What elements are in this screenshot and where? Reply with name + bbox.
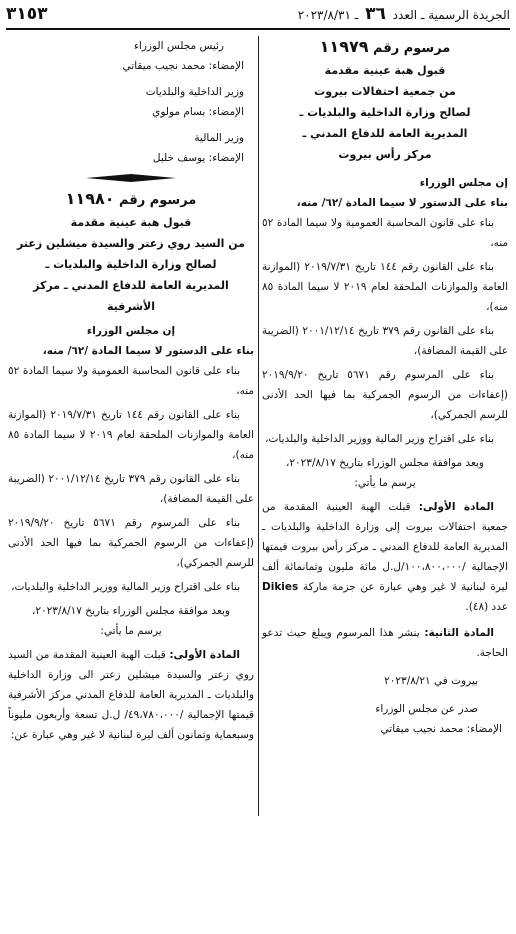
subject-line: المديرية العامة للدفاع المدني ـ مركز الأشرفية <box>33 279 229 313</box>
issue-date: ـ ٢٠٢٣/٨/٣١ <box>297 8 359 22</box>
signature-pm: الإمضاء: محمد نجيب ميقاتي <box>380 723 502 735</box>
basis-paragraph: بناء على القانون رقم ١٤٤ تاريخ ٢٠١٩/٧/٣١ (الموازنة العامة والموازنات الملحقة لعام ٢٠١٩ لا سيما المادة ٨٥ منه)، <box>8 409 254 461</box>
basis-paragraph: بناء على القانون رقم ٣٧٩ تاريخ ٢٠٠١/١٢/١٤ (الضريبة على القيمة المضافة)، <box>262 325 508 357</box>
article-2-text: ينشر هذا المرسوم ويبلغ حيث تدعو الحاجة. <box>262 627 508 659</box>
place-date: بيروت في ٢٠٢٣/٨/٢١ <box>384 675 478 687</box>
basis-paragraph: بناء على المرسوم رقم ٥٦٧١ تاريخ ٢٠١٩/٩/٢٠ (إعفاءات من الرسوم الجمركية بما فيها الحد الأدنى للرسم الجمركي)، <box>262 369 508 421</box>
signature-name: الإمضاء: بسام مولوي <box>152 106 244 118</box>
decree-subject <box>8 212 254 317</box>
signature-name: الإمضاء: يوسف خليل <box>152 152 244 164</box>
subject-line: قبول هبة عينية مقدمة <box>70 216 192 229</box>
article-1-text-b: عدد (٤٨). <box>465 601 508 613</box>
basis-paragraph: بناء على القانون رقم ١٤٤ تاريخ ٢٠١٩/٧/٣١ (الموازنة العامة والموازنات الملحقة لعام ٢٠١٩ لا سيما المادة ٨٥ منه)، <box>262 261 508 313</box>
basis-paragraph: بناء على قانون المحاسبة العمومية ولا سيما المادة ٥٢ منه، <box>262 217 508 249</box>
separator-ornament-icon <box>86 174 176 182</box>
signature-name: الإمضاء: محمد نجيب ميقاتي <box>122 60 244 72</box>
brand-name: Dikies <box>262 581 299 593</box>
council-heading: إن مجلس الوزراء <box>86 325 176 337</box>
decree-title-11980 <box>8 188 254 212</box>
approval-line: وبعد موافقة مجلس الوزراء بتاريخ ٢٠٢٣/٨/١٧، <box>286 457 484 469</box>
subject-line: من السيد روي زعتر والسيدة ميشلين زعتر <box>17 237 245 250</box>
basis-paragraph: بناء على قانون المحاسبة العمومية ولا سيما المادة ٥٢ منه، <box>8 365 254 397</box>
page-header <box>6 0 510 30</box>
subject-line: من جمعية احتفالات بيروت <box>314 85 456 98</box>
right-column <box>262 36 508 739</box>
basis-paragraph: بناء على اقتراح وزير المالية ووزير الداخلية والبلديات، <box>11 581 240 593</box>
decree-title-11979 <box>262 36 508 60</box>
decree-number: ١١٩٧٩ <box>319 37 369 56</box>
basis-constitution: بناء على الدستور لا سيما المادة /٦٢/ منه، <box>296 197 508 209</box>
separator-ornament <box>8 174 254 182</box>
basis-paragraph: بناء على المرسوم رقم ٥٦٧١ تاريخ ٢٠١٩/٩/٢٠ (إعفاءات من الرسوم الجمركية بما فيها الحد الأدنى للرسم الجمركي)، <box>8 517 254 569</box>
decrees-line: يرسم ما يأتي: <box>100 625 162 637</box>
basis-constitution: بناء على الدستور لا سيما المادة /٦٢/ منه، <box>42 345 254 357</box>
article-1-text-a: قبلت الهبة العينية المقدمة من جمعية احتفالات بيروت إلى وزارة الداخلية والبلديات ـ المديرية العامة للدفاع المدني ـ مركز رأس بيروت فيمتها الإجمالية /١٠٠،٨٠٠،٠٠٠/ل.ل مائة مليون وثمانمائة ألف ليرة لبنانية لا غير وهي عبارة عن جزمة ماركة <box>262 501 508 593</box>
article-1-label: المادة الأولى: <box>169 649 241 661</box>
column-divider <box>258 36 259 816</box>
article-1-text: قبلت الهبة العينية المقدمة من السيد روي زعتر والسيدة ميشلين زعتر الى وزارة الداخلية والبلديات ـ المديرية العامة للدفاع المدني مركز الأشرفية قيمتها الإجمالية /٤٩،٧٨٠،٠٠٠/ ل.ل تسعة وأربعون مليوناً وسبعماية وثمانون ألف ليرة لبنانية لا غير وهي عبارة عن: <box>8 649 255 741</box>
article-1-label: المادة الأولى: <box>418 501 494 513</box>
article-2-label: المادة الثانية: <box>424 627 494 639</box>
basis-paragraph: بناء على اقتراح وزير المالية ووزير الداخلية والبلديات، <box>265 433 494 445</box>
council-heading: إن مجلس الوزراء <box>419 177 508 189</box>
signature-title: وزير الداخلية والبلديات <box>145 86 244 98</box>
subject-line: لصالح وزارة الداخلية والبلديات ـ <box>45 258 217 271</box>
decree-label: مرسوم رقم <box>119 193 197 208</box>
decree-subject <box>262 60 508 165</box>
approval-line: وبعد موافقة مجلس الوزراء بتاريخ ٢٠٢٣/٨/١٧، <box>32 605 230 617</box>
left-column <box>8 36 254 745</box>
signature-title: رئيس مجلس الوزراء <box>133 40 224 52</box>
article-1 <box>8 645 254 745</box>
signature-title: وزير المالية <box>194 132 244 144</box>
journal-name: الجريدة الرسمية ـ العدد <box>392 8 510 22</box>
article-1 <box>262 497 508 617</box>
journal-issue <box>298 4 510 24</box>
decree-label: مرسوم رقم <box>373 41 451 56</box>
subject-line: قبول هبة عينية مقدمة <box>324 64 446 77</box>
basis-paragraph: بناء على القانون رقم ٣٧٩ تاريخ ٢٠٠١/١٢/١٤ (الضريبة على القيمة المضافة)، <box>8 473 254 505</box>
issued-by: صدر عن مجلس الوزراء <box>375 703 478 715</box>
decree-number: ١١٩٨٠ <box>65 189 115 208</box>
subject-line: المديرية العامة للدفاع المدني ـ <box>302 127 468 140</box>
subject-line: مركز رأس بيروت <box>338 148 432 161</box>
decrees-line: يرسم ما يأتي: <box>354 477 416 489</box>
subject-line: لصالح وزارة الداخلية والبلديات ـ <box>299 106 471 119</box>
issue-number: ٣٦ <box>365 4 386 24</box>
article-2 <box>262 623 508 663</box>
page-number: ٣١٥٣ <box>6 4 48 24</box>
